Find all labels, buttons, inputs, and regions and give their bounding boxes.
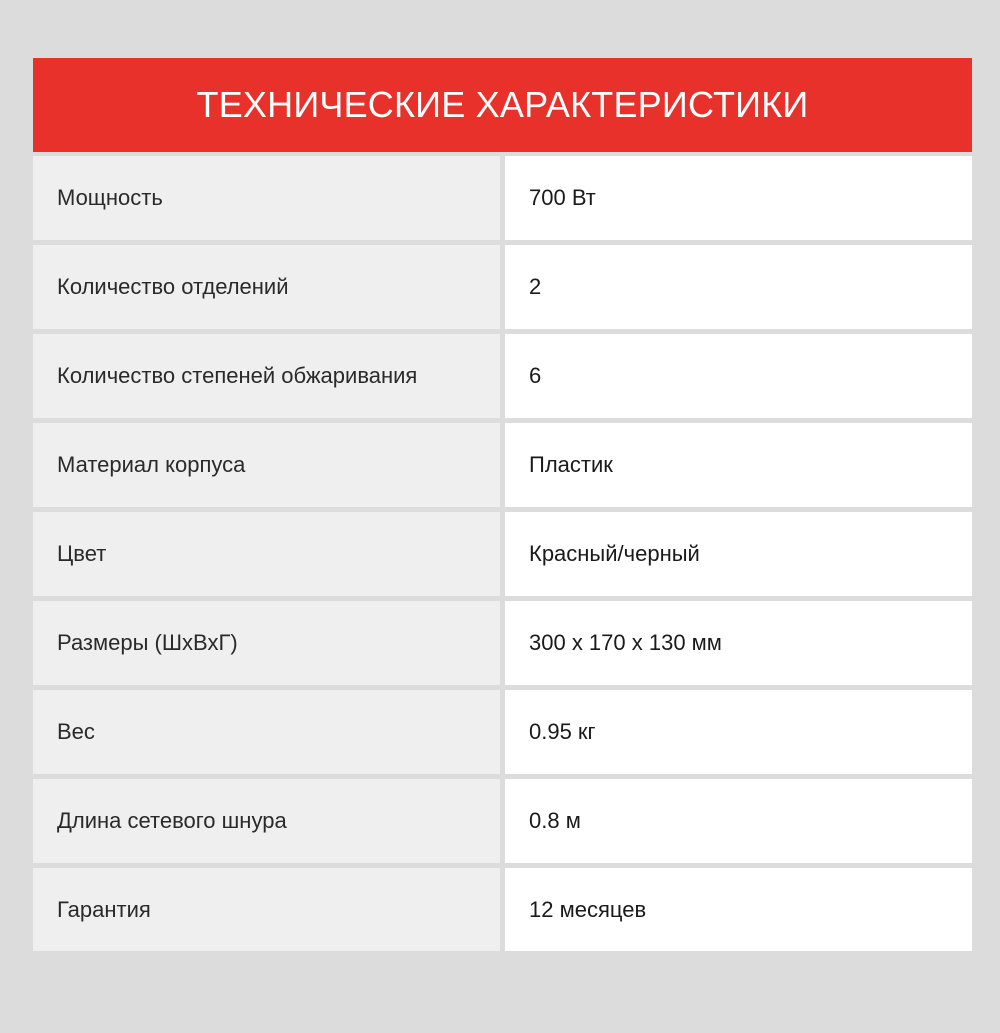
spec-value: 0.8 м [505,779,972,863]
spec-value: Пластик [505,423,972,507]
spec-value: 0.95 кг [505,690,972,774]
spec-value: 2 [505,245,972,329]
spec-value: 700 Вт [505,156,972,240]
spec-row-warranty [33,868,972,951]
spec-label: Длина сетевого шнура [33,779,500,863]
specs-title: ТЕХНИЧЕСКИЕ ХАРАКТЕРИСТИКИ [196,84,809,125]
spec-row-dimensions [33,601,972,685]
spec-value: Красный/черный [505,512,972,596]
spec-row-cord-length [33,779,972,863]
spec-row-power [33,156,972,240]
spec-label: Количество степеней обжаривания [33,334,500,418]
spec-label: Вес [33,690,500,774]
spec-value: 300 х 170 х 130 мм [505,601,972,685]
specs-header [33,58,972,152]
spec-label: Количество отделений [33,245,500,329]
spec-label: Цвет [33,512,500,596]
spec-label: Мощность [33,156,500,240]
spec-label: Материал корпуса [33,423,500,507]
spec-label: Гарантия [33,868,500,951]
spec-row-body-material [33,423,972,507]
spec-row-compartments [33,245,972,329]
specs-card [33,58,972,951]
spec-row-weight [33,690,972,774]
spec-value: 12 месяцев [505,868,972,951]
spec-label: Размеры (ШхВхГ) [33,601,500,685]
specs-table [33,156,972,951]
spec-row-browning-levels [33,334,972,418]
spec-value: 6 [505,334,972,418]
spec-row-color [33,512,972,596]
